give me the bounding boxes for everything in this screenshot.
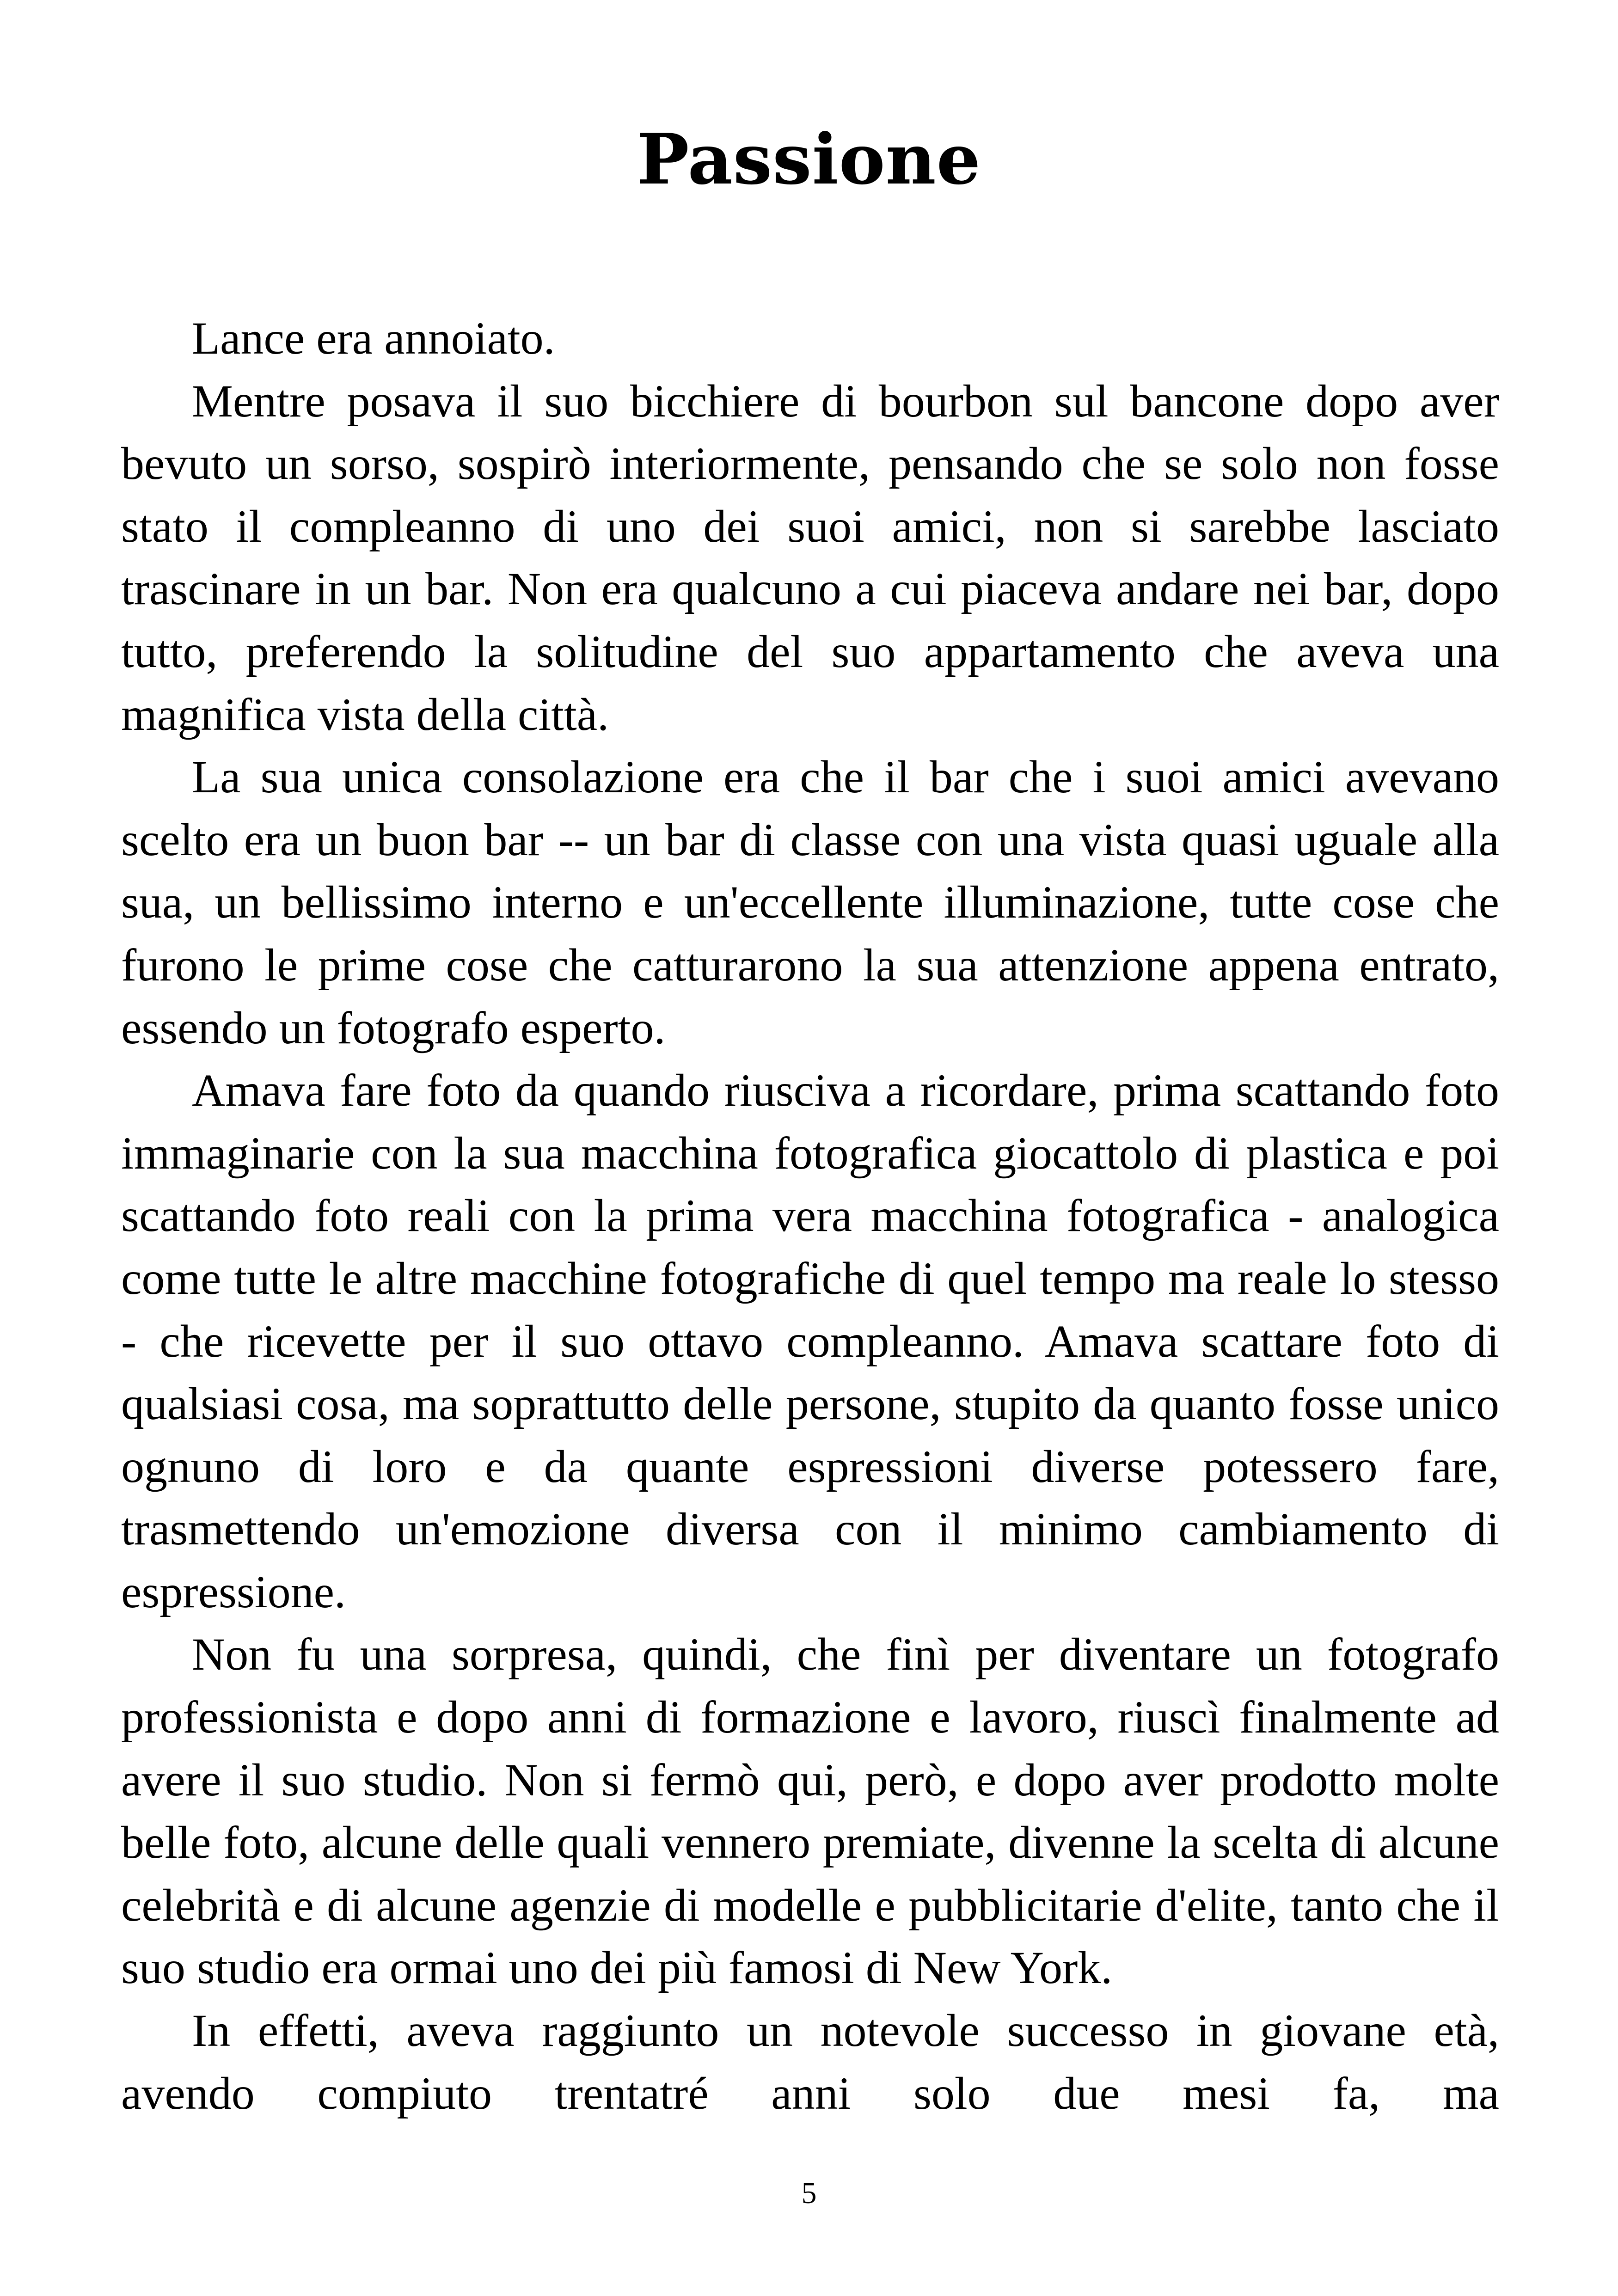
paragraph-2: Mentre posava il suo bicchiere di bourbon sul bancone dopo aver bevuto un sorso, sospirò interiormente, pensando che se solo non fosse stato il compleanno di uno dei suoi amici, non si sarebbe lasciato trascinare in un bar. Non era qualcuno a cui piaceva andare nei bar, dopo tutto, preferendo la solitudine del suo appartamento che aveva una magnifica vista della città.: [121, 375, 1499, 740]
paragraph-5: Non fu una sorpresa, quindi, che finì per diventare un fotografo professionista e dopo anni di formazione e lavoro, riuscì finalmente ad avere il suo studio. Non si fermò qui, però, e dopo aver prodotto molte belle foto, alcune delle quali vennero premiate, divenne la scelta di alcune celebrità e di alcune agenzie di modelle e pubblicitarie d'elite, tanto che il suo studio era ormai uno dei più famosi di New York.: [121, 1629, 1499, 1994]
paragraph-4: Amava fare foto da quando riusciva a ricordare, prima scattando foto immaginarie con la sua macchina fotografica giocattolo di plastica e poi scattando foto reali con la prima vera macchina fotografica - analogica come tutte le altre macchine fotografiche di quel tempo ma reale lo stesso - che ricevette per il suo ottavo compleanno. Amava scattare foto di qualsiasi cosa, ma soprattutto delle persone, stupito da quanto fosse unico ognuno di loro e da quante espressioni diverse potessero fare, trasmettendo un'emozione diversa con il minimo cambiamento di espressione.: [121, 1065, 1499, 1617]
paragraph-3: La sua unica consolazione era che il bar che i suoi amici avevano scelto era un buon bar -- un bar di classe con una vista quasi uguale alla sua, un bellissimo interno e un'eccellente illuminazione, tutte cose che furono le prime cose che catturarono la sua attenzione appena entrato, essendo un fotografo esperto.: [121, 751, 1499, 1053]
paragraph-1: Lance era annoiato.: [192, 312, 555, 364]
chapter-title: Passione: [637, 119, 981, 200]
paragraph-6: In effetti, aveva raggiunto un notevole successo in giovane età, avendo compiuto trentatré anni solo due mesi fa, ma: [121, 2005, 1499, 2119]
body-text: [121, 307, 1499, 2125]
page-number: 5: [801, 2176, 817, 2210]
